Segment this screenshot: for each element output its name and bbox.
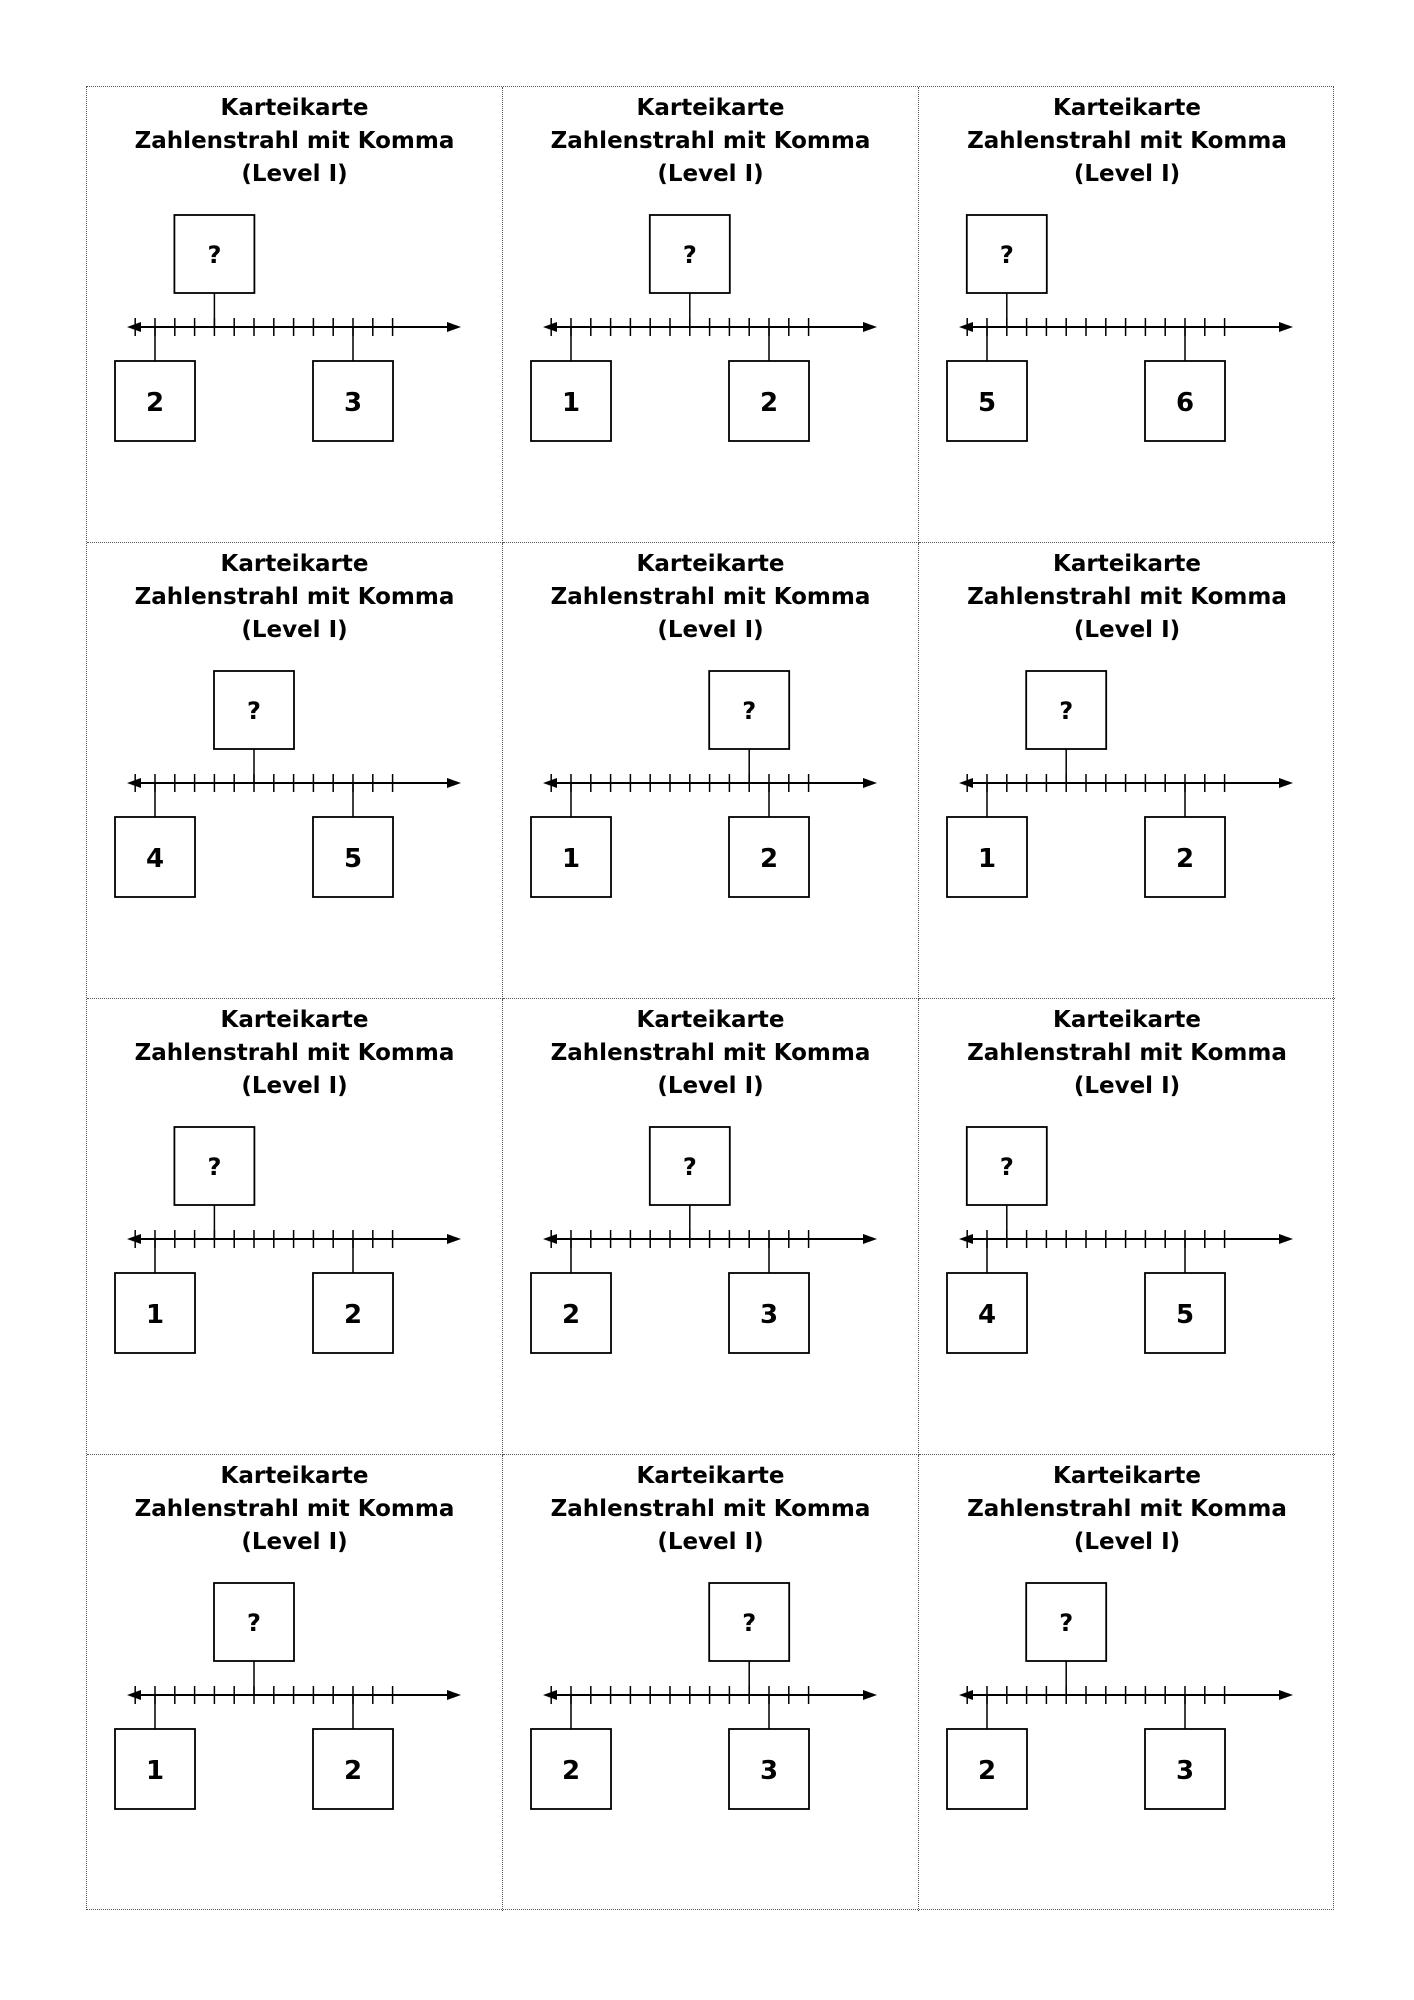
question-mark: ? <box>1059 697 1074 725</box>
number-label-left: 4 <box>145 844 165 874</box>
arrow-left-icon <box>543 1690 557 1700</box>
arrow-right-icon <box>863 322 877 332</box>
card-title-line3: (Level I) <box>241 1529 348 1555</box>
number-label-right: 3 <box>759 1756 779 1786</box>
card-title-line1: Karteikarte <box>220 551 369 577</box>
number-line <box>503 543 919 999</box>
flashcard <box>919 543 1335 999</box>
arrow-left-icon <box>959 778 973 788</box>
question-mark: ? <box>999 1153 1014 1181</box>
flashcard <box>919 87 1335 543</box>
question-mark: ? <box>682 241 697 269</box>
arrow-left-icon <box>543 778 557 788</box>
card-title-line2: Zahlenstrahl mit Komma <box>550 1496 871 1522</box>
arrow-left-icon <box>959 322 973 332</box>
number-line <box>87 1455 503 1911</box>
question-mark: ? <box>247 1609 261 1637</box>
card-title-line2: Zahlenstrahl mit Komma <box>550 128 871 154</box>
number-line <box>919 543 1335 999</box>
card-title-line2: Zahlenstrahl mit Komma <box>134 584 455 610</box>
card-title-line3: (Level I) <box>657 161 764 187</box>
number-line <box>503 1455 919 1911</box>
flashcard <box>87 543 503 999</box>
question-mark: ? <box>682 1153 697 1181</box>
arrow-right-icon <box>447 1234 461 1244</box>
number-label-right: 2 <box>759 844 779 874</box>
arrow-right-icon <box>1279 1690 1293 1700</box>
number-label-right: 3 <box>759 1300 779 1330</box>
card-title-line2: Zahlenstrahl mit Komma <box>967 1496 1287 1522</box>
flashcard <box>503 87 919 543</box>
question-mark: ? <box>247 697 261 725</box>
number-line <box>919 87 1335 543</box>
arrow-right-icon <box>447 1690 461 1700</box>
arrow-right-icon <box>1279 1234 1293 1244</box>
arrow-right-icon <box>863 1234 877 1244</box>
arrow-left-icon <box>127 1234 141 1244</box>
card-title-line2: Zahlenstrahl mit Komma <box>134 1040 455 1066</box>
number-label-right: 2 <box>343 1300 363 1330</box>
card-title-line3: (Level I) <box>1073 1529 1181 1555</box>
number-label-right: 2 <box>759 388 779 418</box>
question-mark: ? <box>207 241 222 269</box>
card-title-line1: Karteikarte <box>1053 1007 1201 1033</box>
number-label-left: 1 <box>145 1300 165 1330</box>
card-title-line2: Zahlenstrahl mit Komma <box>967 1040 1287 1066</box>
number-label-left: 2 <box>145 388 165 418</box>
card-title-line1: Karteikarte <box>636 551 785 577</box>
flashcard <box>919 999 1335 1455</box>
question-mark: ? <box>742 697 757 725</box>
flashcard <box>87 999 503 1455</box>
number-label-left: 2 <box>977 1756 997 1786</box>
arrow-right-icon <box>863 778 877 788</box>
card-title-line3: (Level I) <box>241 161 348 187</box>
card-title-line3: (Level I) <box>1073 161 1181 187</box>
number-label-right: 3 <box>343 388 363 418</box>
card-title-line2: Zahlenstrahl mit Komma <box>134 1496 455 1522</box>
card-title-line2: Zahlenstrahl mit Komma <box>550 584 871 610</box>
card-title-line1: Karteikarte <box>1053 551 1201 577</box>
card-title-line1: Karteikarte <box>1053 95 1201 121</box>
card-title-line1: Karteikarte <box>220 1463 369 1489</box>
number-label-left: 5 <box>977 388 997 418</box>
arrow-right-icon <box>1279 778 1293 788</box>
question-mark: ? <box>207 1153 222 1181</box>
flashcard <box>503 999 919 1455</box>
arrow-left-icon <box>543 1234 557 1244</box>
number-label-left: 2 <box>561 1300 581 1330</box>
arrow-left-icon <box>959 1234 973 1244</box>
arrow-right-icon <box>447 322 461 332</box>
number-line <box>87 543 503 999</box>
arrow-left-icon <box>959 1690 973 1700</box>
card-title-line1: Karteikarte <box>1053 1463 1201 1489</box>
arrow-left-icon <box>127 1690 141 1700</box>
card-title-line3: (Level I) <box>241 1073 348 1099</box>
number-label-right: 5 <box>343 844 363 874</box>
arrow-left-icon <box>127 778 141 788</box>
flashcard <box>87 87 503 543</box>
number-line <box>503 87 919 543</box>
number-label-left: 1 <box>561 844 581 874</box>
question-mark: ? <box>1059 1609 1074 1637</box>
number-label-left: 1 <box>145 1756 165 1786</box>
question-mark: ? <box>999 241 1014 269</box>
number-label-right: 5 <box>1175 1300 1195 1330</box>
number-label-left: 4 <box>977 1300 997 1330</box>
flashcard <box>919 1455 1335 1911</box>
number-label-right: 2 <box>343 1756 363 1786</box>
flashcard-sheet <box>86 86 1334 1910</box>
number-label-left: 1 <box>561 388 581 418</box>
number-label-right: 3 <box>1175 1756 1195 1786</box>
card-title-line1: Karteikarte <box>636 95 785 121</box>
card-title-line1: Karteikarte <box>220 95 369 121</box>
card-title-line3: (Level I) <box>241 617 348 643</box>
arrow-right-icon <box>863 1690 877 1700</box>
flashcard <box>87 1455 503 1911</box>
card-title-line1: Karteikarte <box>220 1007 369 1033</box>
card-title-line3: (Level I) <box>1073 617 1181 643</box>
card-title-line3: (Level I) <box>657 1529 764 1555</box>
number-label-left: 2 <box>561 1756 581 1786</box>
number-line <box>87 87 503 543</box>
number-label-right: 6 <box>1175 388 1195 418</box>
card-title-line3: (Level I) <box>657 617 764 643</box>
number-line <box>919 1455 1335 1911</box>
number-label-left: 1 <box>977 844 997 874</box>
card-title-line2: Zahlenstrahl mit Komma <box>967 128 1287 154</box>
card-title-line1: Karteikarte <box>636 1463 785 1489</box>
arrow-right-icon <box>447 778 461 788</box>
card-title-line1: Karteikarte <box>636 1007 785 1033</box>
card-title-line3: (Level I) <box>657 1073 764 1099</box>
card-title-line3: (Level I) <box>1073 1073 1181 1099</box>
question-mark: ? <box>742 1609 757 1637</box>
flashcard <box>503 543 919 999</box>
number-line <box>919 999 1335 1455</box>
number-line <box>87 999 503 1455</box>
flashcard <box>503 1455 919 1911</box>
card-title-line2: Zahlenstrahl mit Komma <box>550 1040 871 1066</box>
card-title-line2: Zahlenstrahl mit Komma <box>967 584 1287 610</box>
arrow-right-icon <box>1279 322 1293 332</box>
card-title-line2: Zahlenstrahl mit Komma <box>134 128 455 154</box>
arrow-left-icon <box>127 322 141 332</box>
number-label-right: 2 <box>1175 844 1195 874</box>
number-line <box>503 999 919 1455</box>
arrow-left-icon <box>543 322 557 332</box>
